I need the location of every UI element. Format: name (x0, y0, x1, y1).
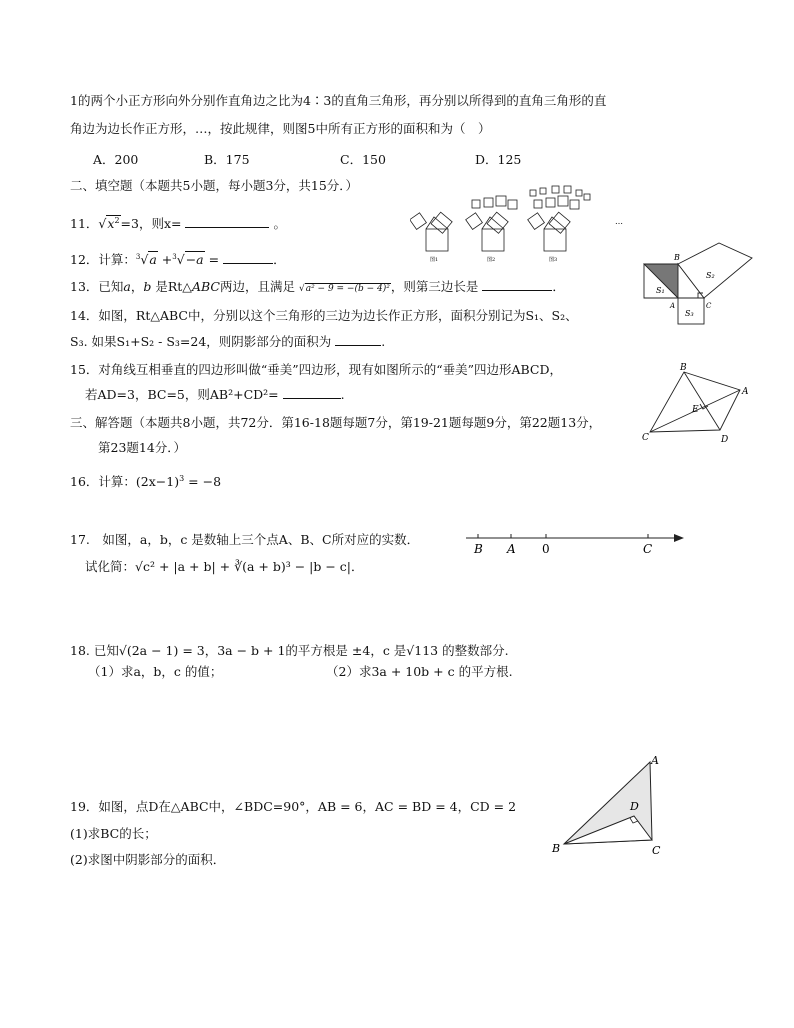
q11-answer-blank[interactable] (185, 215, 269, 228)
number-line-label-c: C (643, 542, 653, 556)
q12-radicand-a: a (149, 252, 157, 268)
fig-q14-label-a: A (670, 302, 676, 310)
section3-line1: 三、解答题（本题共8小题，共72分．第16-18题每题7分，第19-21题每题9分，第22题13分， (70, 415, 602, 430)
q14-line2 (70, 333, 385, 351)
q14-answer-blank[interactable] (335, 333, 381, 346)
fig3-label: 图3 (549, 257, 558, 263)
q12-answer-blank[interactable] (223, 251, 273, 264)
number-line-label-a: A (507, 542, 516, 556)
fig-q19-label-b: B (552, 842, 561, 855)
q15-line1: 15．对角线互相垂直的四边形叫做“垂美”四边形，现有如图所示的“垂美”四边形ABCD， (70, 362, 562, 377)
q13-text: 是Rt△ (155, 279, 192, 294)
q13-text2: 两边，且满足 (219, 279, 295, 294)
q15-end: . (340, 387, 345, 402)
q14-line2-text: S₃. 如果S₁+S₂ - S₃=24，则阴影部分的面积为 (70, 334, 332, 349)
q14-line1: 14．如图，Rt△ABC中，分别以这个三角形的三边为边长作正方形，面积分别记为S₁、S₂、 (70, 308, 578, 323)
q19-part2: (2)求图中阴影部分的面积． (70, 852, 226, 867)
fig-q14-label-s2: S₂ (706, 271, 715, 280)
fig-q15-label-d: D (721, 435, 729, 445)
fig-q15-label-b: B (680, 363, 687, 373)
q13-answer-blank[interactable] (482, 278, 552, 291)
q16-rhs: = −8 (184, 474, 222, 490)
q19-part1: (1)求BC的长； (70, 826, 157, 841)
fig-q19-label-d: D (630, 800, 639, 813)
fig-q19-label-a: A (651, 754, 659, 767)
q13-expr: a² − 9 = −(b − 4)² (305, 284, 390, 294)
q12-radicand-neg-a: −a (185, 252, 204, 268)
q15-line2-text: 若AD=3，BC=5，则AB²+CD²= (85, 387, 279, 402)
section2-heading: 二、填空题（本题共5小题，每小题3分，共15分．） (70, 178, 359, 193)
q11: 11．$√x^2=3$，则x= 。 (70, 216, 286, 232)
squares-on-triangle-figure (640, 240, 760, 330)
q10-line1: 1的两个小正方形向外分别作直角边之比为4∶3的直角三角形，再分别以所得到的直角三角形的直 (70, 93, 607, 108)
number-line-label-zero: 0 (542, 542, 550, 556)
fig-q14-label-b: B (674, 253, 680, 262)
number-line-label-b: B (474, 542, 483, 556)
q11-end: 。 (273, 216, 286, 232)
q14-end: . (381, 334, 386, 349)
fig-continuation-dots: … (615, 217, 623, 226)
q13-b: b (143, 279, 152, 294)
q13-prefix: 13．已知 (70, 279, 124, 294)
q13-end: ，则第三边长是 (390, 279, 479, 294)
fig-q15-label-a: A (742, 387, 749, 397)
q12-equals: = (208, 252, 220, 268)
fig-q14-label-s1: S₁ (656, 286, 665, 295)
q10-option-a: A．200 (93, 152, 139, 167)
q15-answer-blank[interactable] (283, 386, 341, 399)
fig-q19-label-c: C (652, 844, 661, 857)
fig-q14-label-c: C (706, 302, 712, 310)
q11-radicand: x (107, 216, 115, 232)
q11-mid: =3，则x= (120, 216, 182, 232)
fig1-label: 图1 (430, 257, 439, 263)
q11-prefix: 11． (70, 216, 99, 232)
q13-comma: ， (130, 279, 144, 294)
fig-q15-label-e: E (692, 405, 699, 415)
q18-line1: 18. 已知√(2a − 1) = 3，3a − b + 1的平方根是 ±4，c 是√113 的整数部分. (70, 643, 509, 658)
q12: 12．计算：$^3$√a +$^3$√−a = ． (70, 252, 286, 268)
q19-line1: 19．如图，点D在△ABC中，∠BDC=90°，AB = 6，AC = BD = 4，CD = 2 (70, 799, 517, 814)
q10-option-d: D．125 (475, 152, 522, 167)
q18-part1: （1）求a，b，c 的值； (88, 664, 223, 679)
q18-part2: （2）求3a + 10b + c 的平方根. (326, 664, 513, 679)
q10-option-b: B．175 (204, 152, 250, 167)
q11-exp: 2 (114, 216, 120, 225)
fig2-label: 图2 (487, 257, 496, 263)
fig-q14-label-s3: S₃ (685, 309, 694, 318)
triangle-abc-figure (548, 752, 678, 862)
q17-line2: 试化简：√c² + |a + b| + ∛(a + b)³ − |b − c|． (85, 559, 364, 574)
q10-line2: 角边为边长作正方形，…，按此规律，则图5中所有正方形的面积和为（ ） (70, 121, 491, 136)
section3-line2: 第23题14分．） (98, 440, 187, 455)
q16 (70, 470, 221, 491)
fig-q15-label-c: C (642, 433, 649, 443)
q13-condition: √a² − 9 = −(b − 4)² (298, 284, 390, 294)
perpendicular-quadrilateral-figure (640, 360, 752, 446)
q13-dot: ． (552, 279, 565, 294)
q16-prefix: 16．计算： (70, 474, 136, 490)
q15-line2 (85, 386, 345, 404)
q17-line1: 17. 如图，a，b，c 是数轴上三个点A、B、C所对应的实数． (70, 532, 420, 547)
q13 (70, 278, 565, 298)
q12-prefix: 12．计算： (70, 252, 136, 268)
q16-exp: 3 (179, 474, 185, 483)
number-line-figure (462, 528, 686, 558)
q13-abc: ABC (191, 279, 220, 294)
q16-expr: (2x−1) (135, 474, 180, 490)
q10-option-c: C．150 (340, 152, 386, 167)
q13-a: a (123, 279, 131, 294)
pythagoras-tree-figure (410, 184, 630, 264)
